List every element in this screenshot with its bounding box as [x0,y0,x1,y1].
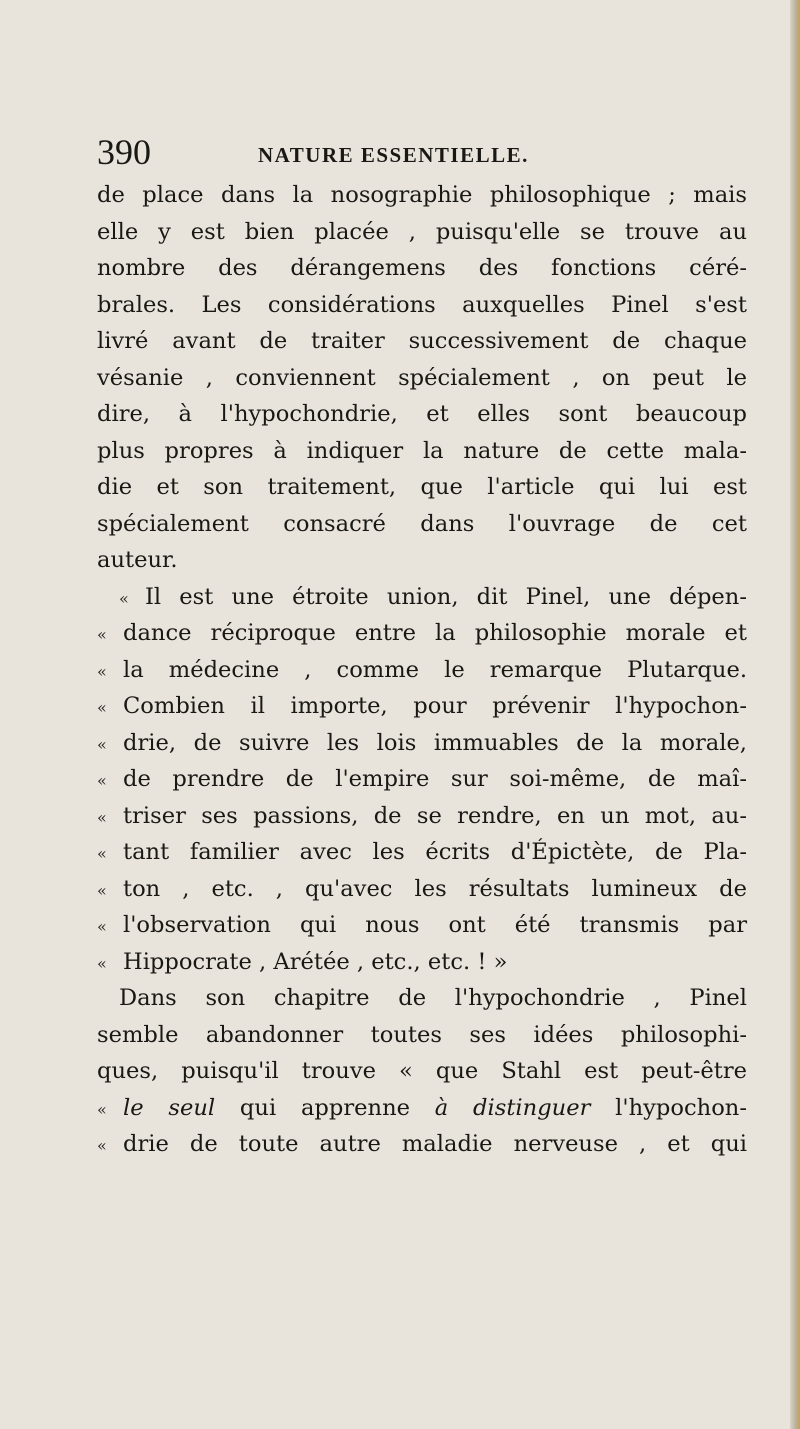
quote-mark: « [97,953,107,973]
text-span: l'hypochon- [590,1094,747,1121]
quote-text: drie, de suivre les lois immuables de la morale, [123,729,747,756]
text-line: auteur. [97,547,178,573]
quote-text: Combien il importe, pour prévenir l'hypochon- [123,693,747,719]
text-line: vésanie , conviennent spécialement , on peut le [97,364,747,391]
quote-mark: « [97,880,107,900]
quote-text: Hippocrate , Arétée , etc., etc. ! » [123,948,508,975]
quote-text: tant familier avec les écrits d'Épictète, de Pla- [123,839,747,865]
text-line: die et son traitement, que l'article qui lui est [97,474,747,500]
quote-mark: « [97,734,107,754]
quote-mark: « [97,844,107,863]
quote-text: triser ses passions, de se rendre, en un mot, au- [123,802,747,829]
quote-mark: « [97,1136,107,1155]
quote-line [97,834,747,871]
page-header [97,130,777,180]
quote-mark: « [97,661,107,681]
text-line: ques, puisqu'il trouve « que Stahl est peut-être [97,1058,747,1084]
quote-text: ton , etc. , qu'avec les résultats lumineux de [123,875,747,902]
running-head: NATURE ESSENTIELLE. [258,143,529,167]
quote-line [97,579,747,616]
quote-line [97,871,747,908]
quote-line [97,944,747,981]
quote-text: de prendre de l'empire sur soi-même, de maî- [123,766,747,792]
quote-mark: « [97,698,107,717]
quote-line [97,688,747,725]
text-line: de place dans la nosographie philosophique ; mais [97,182,747,208]
quote-line [97,798,747,835]
quote-mark: « [97,625,107,644]
quote-text: la médecine , comme le remarque Plutarque. [123,656,747,683]
text-line: brales. Les considérations auxquelles Pinel s'est [97,291,747,318]
quote-line [97,652,747,689]
quote-line [97,1126,747,1163]
quote-mark: « [97,917,107,936]
text-line: spécialement consacré dans l'ouvrage de cet [97,510,747,537]
body-text [97,177,747,1163]
quote-line [97,907,747,944]
quote-text [123,1090,747,1127]
quote-mark: « [97,1099,107,1119]
quote-mark: « [97,771,107,790]
text-line: Dans son chapitre de l'hypochondrie , Pinel [119,985,747,1011]
page-edge [790,0,800,1429]
italic-text: le seul [123,1094,216,1121]
quote-line [97,1090,747,1127]
quote-mark: « [97,807,107,827]
quote-text: Il est une étroite union, dit Pinel, une dépen- [145,583,747,610]
text-line: nombre des dérangemens des fonctions céré- [97,255,747,281]
page-number: 390 [97,132,151,172]
quote-line [97,615,747,652]
quote-line [97,761,747,798]
text-line: semble abandonner toutes ses idées philosophi- [97,1021,747,1048]
quote-text: drie de toute autre maladie nerveuse , et qui [123,1131,747,1157]
text-line: plus propres à indiquer la nature de cette mala- [97,437,747,464]
italic-text: à distinguer [434,1094,591,1121]
text-line: livré avant de traiter successivement de chaque [97,328,747,354]
text-line: elle y est bien placée , puisqu'elle se trouve au [97,218,747,245]
quote-mark: « [119,588,129,608]
quote-text: l'observation qui nous ont été transmis par [123,912,747,938]
text-line: dire, à l'hypochondrie, et elles sont beaucoup [97,401,747,427]
text-span: qui apprenne [215,1094,435,1121]
quote-line [97,725,747,762]
quote-text: dance réciproque entre la philosophie morale et [123,620,747,646]
